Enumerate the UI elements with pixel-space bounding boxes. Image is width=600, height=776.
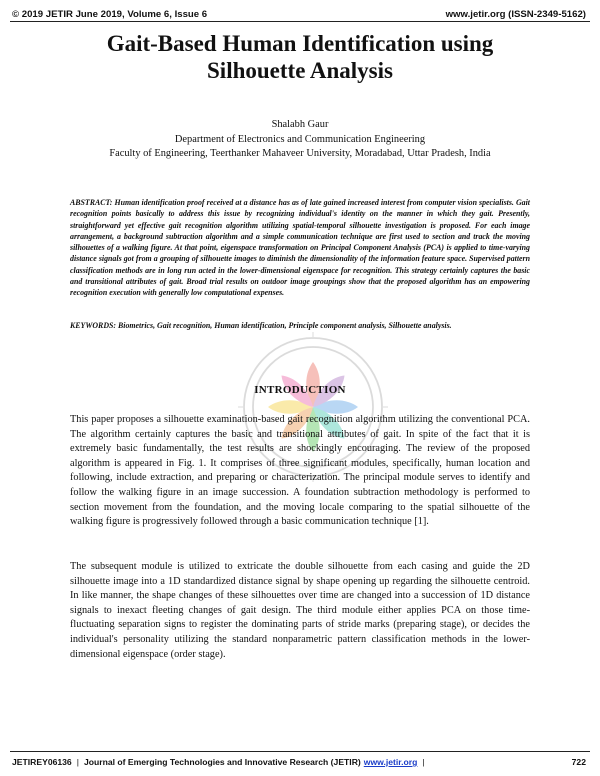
header-left: © 2019 JETIR June 2019, Volume 6, Issue 6 <box>12 9 208 20</box>
footer-journal-link[interactable]: www.jetir.org <box>363 757 418 767</box>
title-line-2: Silhouette Analysis <box>207 58 393 83</box>
author-name: Shalabh Gaur <box>271 119 329 130</box>
section-heading-introduction: INTRODUCTION <box>254 384 346 396</box>
author-block <box>20 118 580 162</box>
footer-paper-code: JETIREY06136 <box>12 757 72 767</box>
header-rule <box>10 21 590 22</box>
intro-paragraph-2: The subsequent module is utilized to extricate the double silhouette from each casing and guide the 2D silhouette image into a 1D standardized distance signal by shape opening up regarding the silhouette centroid. In like manner, the shape changes of these silhouettes over time are changed into a succession of 1D distance signals to inexact fleeting changes of gait design. The third module either applies PCA on those time-fluctuating separation signs to register the dominating parts of stride marks (preparing stage), or decides the individual's personality utilizing the standard nonparametric pattern classification methods in the lower-dimensional eigenspace (order stage). <box>70 561 530 660</box>
author-affiliation-1: Department of Electronics and Communication Engineering <box>174 133 426 145</box>
header-right: www.jetir.org (ISSN-2349-5162) <box>445 9 586 20</box>
abstract: ABSTRACT: Human identification proof received at a distance has as of late gained increased interest from computer vision specialists. Gait recognition points basically to address this issue by recognizing individual's identity on the manner in which they gait. Presently, straightforward yet effective gait recognition algorithm utilizing spatial-temporal silhouette investigation is proposed. For each image arrangement, a background subtraction algorithm and a simple communication technique are first used to section and track the moving silhouettes of a walking figure. At that point, eigenspace transformation on Principal Component Analysis (PCA) is applied to time-varying distance signals got from a grouping of silhouette images to diminish the dimensionality of the information feature space. Supervised pattern classification methods are in long run acted in the lower-dimensional eigenspace for recognition. This strategy certainly captures the basic and transitional attributes of gait. Broad trial results on outdoor image groupings show that the proposed algorithm has an empowering recognition execution with generally low computational expenses. <box>70 198 530 298</box>
footer-journal-name: Journal of Emerging Technologies and Innovative Research (JETIR) <box>83 757 361 767</box>
page-number: 722 <box>571 757 586 767</box>
footer-separator: | <box>422 757 425 767</box>
footer-rule <box>10 751 590 752</box>
intro-paragraph-1: This paper proposes a silhouette examination-based gait recognition algorithm utilizing the conventional PCA. The algorithm certainly captures the basic and transitional attributes of gait. In spite of the fact that it is extremely basic fundamentally, the test results are shockingly encouraging. The review of the proposed algorithm is appeared in Fig. 1. It comprises of three significant modules, specifically, human location and following, include extraction, and preparing or characterization. The principal module serves to identify and follow the walking figure in an image succession. A foundation subtraction methodology is performed to section movement from the foundation, and the moving locale comparing to the spatial silhouette of the walking figure is progressively followed through a basic communication technique [1]. <box>70 414 530 528</box>
author-affiliation-2: Faculty of Engineering, Teerthanker Mahaveer University, Moradabad, Uttar Pradesh, India <box>109 148 491 159</box>
footer-separator: | <box>76 757 79 767</box>
title-line-1: Gait-Based Human Identification using <box>106 31 494 56</box>
running-footer <box>12 757 586 767</box>
paper-title <box>40 30 560 84</box>
running-header <box>12 6 586 20</box>
keywords: KEYWORDS: Biometrics, Gait recognition, Human identification, Principle component analysis, Silhouette analysis. <box>70 321 452 330</box>
